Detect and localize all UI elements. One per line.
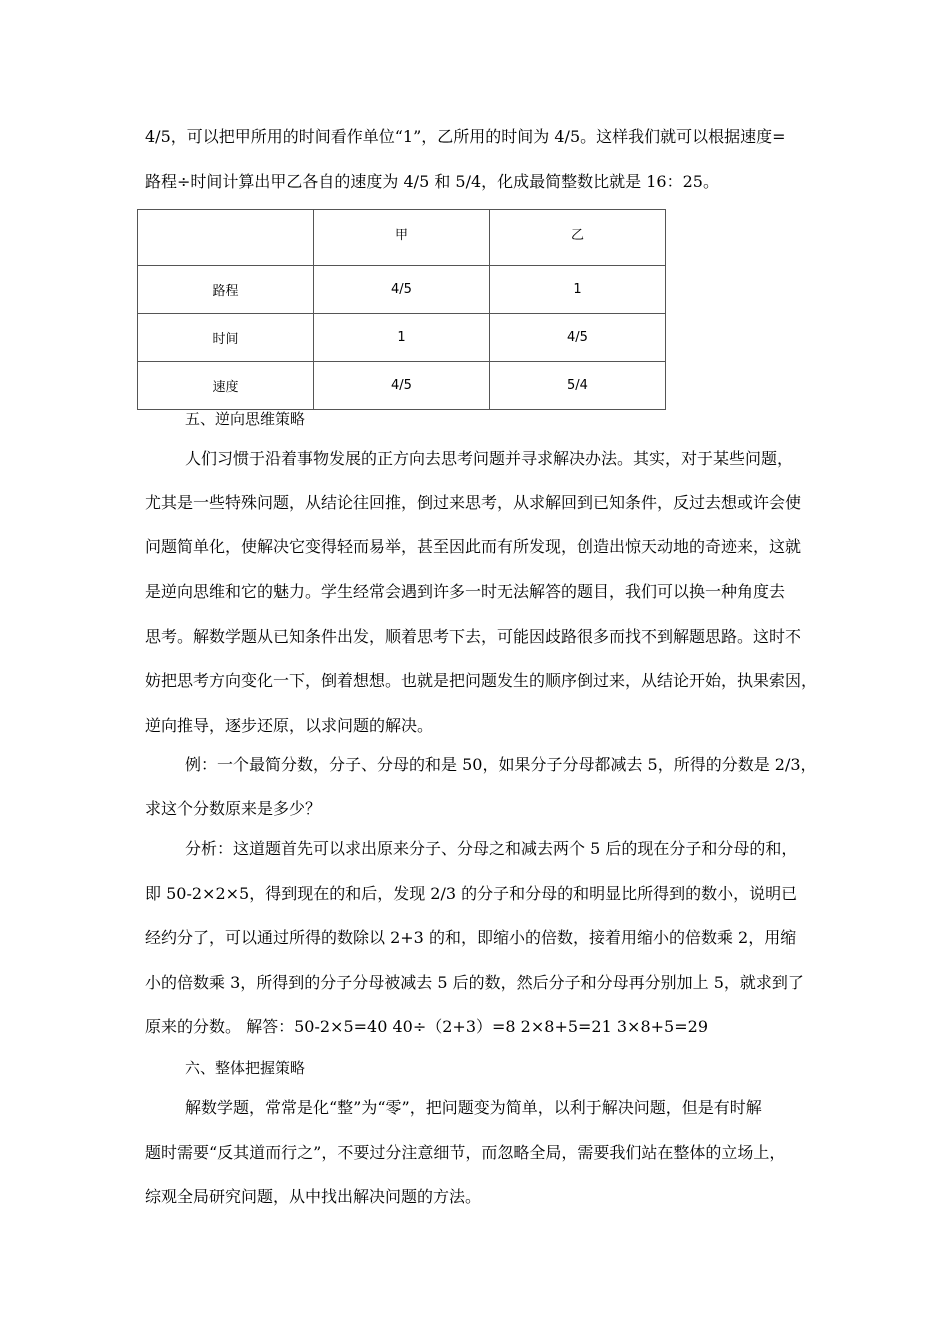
table-cell: 4/5	[490, 314, 666, 362]
paragraph-line: 解数学题，常常是化“整”为“零”，把问题变为简单，以利于解决问题，但是有时解	[185, 1098, 762, 1117]
section-heading-6: 六、整体把握策略	[185, 1059, 306, 1077]
example-line: 例：一个最简分数，分子、分母的和是 50，如果分子分母都减去 5，所得的分数是 2/3，	[185, 755, 817, 774]
paragraph-line: 妨把思考方向变化一下，倒着想想。也就是把问题发生的顺序倒过来，从结论开始，执果索因，	[145, 671, 818, 690]
paragraph-line: 尤其是一些特殊问题，从结论往回推，倒过来思考，从求解回到已知条件，反过去想或许会使	[145, 493, 802, 512]
analysis-line: 经约分了，可以通过所得的数除以 2+3 的和，即缩小的倍数，接着用缩小的倍数乘 2，用缩	[145, 928, 797, 947]
table-cell: 路程	[138, 266, 314, 314]
table-cell: 4/5	[314, 362, 490, 410]
table-cell: 1	[490, 266, 666, 314]
table-cell: 5/4	[490, 362, 666, 410]
table-header-cell	[138, 210, 314, 266]
intro-line-1: 4/5，可以把甲所用的时间看作单位“1”，乙所用的时间为 4/5。这样我们就可以根据速度=	[145, 127, 786, 146]
paragraph-line: 题时需要“反其道而行之”，不要过分注意细节，而忽略全局，需要我们站在整体的立场上，	[145, 1143, 786, 1162]
paragraph-line: 是逆向思维和它的魅力。学生经常会遇到许多一时无法解答的题目，我们可以换一种角度去	[145, 582, 786, 601]
table-cell: 1	[314, 314, 490, 362]
table-cell: 时间	[138, 314, 314, 362]
paragraph-line: 人们习惯于沿着事物发展的正方向去思考问题并寻求解决办法。其实，对于某些问题，	[185, 449, 794, 468]
paragraph-line: 思考。解数学题从已知条件出发，顺着思考下去，可能因歧路很多而找不到解题思路。这时不	[145, 627, 802, 646]
table-row	[138, 266, 666, 314]
table-cell: 4/5	[314, 266, 490, 314]
intro-line-2: 路程÷时间计算出甲乙各自的速度为 4/5 和 5/4，化成最简整数比就是 16：25。	[145, 172, 719, 191]
table-header-cell: 乙	[490, 210, 666, 266]
paragraph-line: 问题简单化，使解决它变得轻而易举，甚至因此而有所发现，创造出惊天动地的奇迹来，这就	[145, 537, 802, 556]
analysis-line: 小的倍数乘 3，所得到的分子分母被减去 5 后的数，然后分子和分母再分别加上 5，就求到了	[145, 973, 804, 992]
table-header-cell: 甲	[314, 210, 490, 266]
table-row	[138, 362, 666, 410]
analysis-line: 分析：这道题首先可以求出原来分子、分母之和减去两个 5 后的现在分子和分母的和，	[185, 839, 798, 858]
table-cell: 速度	[138, 362, 314, 410]
table-row	[138, 314, 666, 362]
paragraph-line: 逆向推导，逐步还原，以求问题的解决。	[145, 716, 434, 735]
analysis-line: 原来的分数。 解答：50-2×5=40 40÷（2+3）=8 2×8+5=21 3×8+5=29	[145, 1017, 708, 1036]
analysis-line: 即 50-2×2×5，得到现在的和后，发现 2/3 的分子和分母的和明显比所得到的数小，说明已	[145, 884, 798, 903]
speed-table	[137, 209, 666, 410]
section-heading-5: 五、逆向思维策略	[185, 410, 306, 428]
paragraph-line: 综观全局研究问题，从中找出解决问题的方法。	[145, 1187, 482, 1206]
table-header-row	[138, 210, 666, 266]
example-line: 求这个分数原来是多少？	[145, 799, 322, 818]
